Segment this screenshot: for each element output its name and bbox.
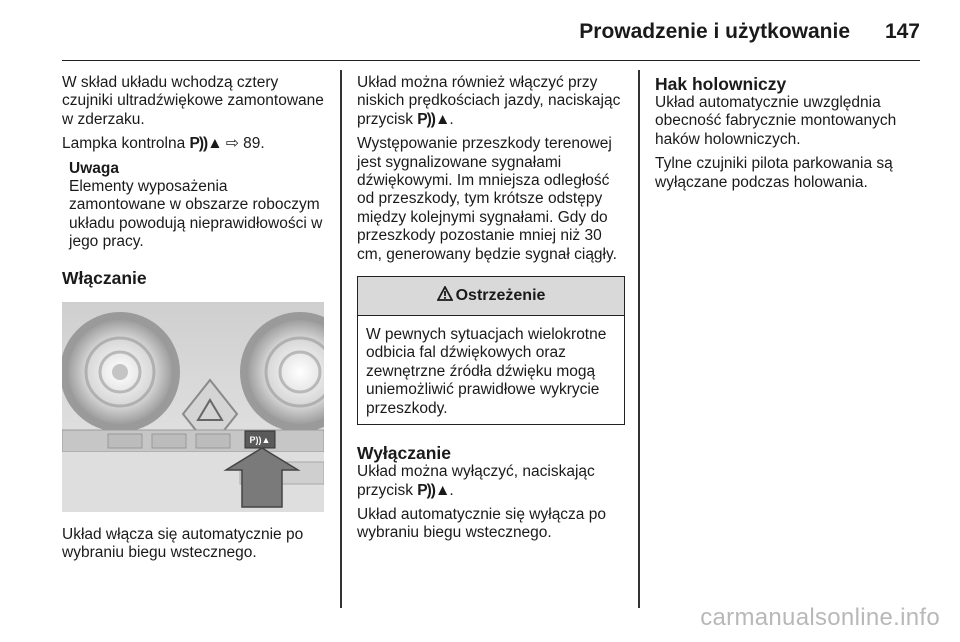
watermark: carmanualsonline.info — [700, 604, 940, 631]
page-reference: 89. — [238, 135, 265, 153]
section-heading-on: Włączanie — [62, 267, 147, 288]
intro-paragraph: W skład układu wchodzą cztery czujniki ultradźwiękowe zamontowane w zderzaku. — [62, 74, 324, 128]
parking-assist-icon: P))▲ — [417, 481, 450, 499]
obstacle-paragraph: Występowanie przeszkody terenowej jest sygnalizowane sygnałami dźwiękowymi. Im mniejsza odległość od przeszkody, tym krótsze odstępy między kolejnymi sygnałami. Gdy do przeszkody pozostanie mniej niż 30 cm, generowany będzie sygnał ciągły. — [357, 135, 617, 263]
button-strip — [62, 430, 324, 452]
column-right — [655, 74, 925, 198]
control-lamp-paragraph — [62, 135, 324, 153]
page-title: Prowadzenie i użytkowanie — [579, 20, 850, 43]
note-title: Uwaga — [69, 159, 119, 177]
warning-header — [358, 277, 624, 316]
column-divider — [340, 70, 342, 608]
page-header — [62, 14, 920, 61]
note-block — [69, 160, 324, 252]
note-text: Elementy wyposażenia zamontowane w obszarze roboczym układu powodują nieprawidłowości w jego pracy. — [69, 178, 323, 251]
warning-title: Ostrzeżenie — [455, 286, 546, 304]
column-divider — [638, 70, 640, 608]
parking-assist-icon: P))▲ — [417, 110, 450, 128]
parking-assist-icon: P))▲ — [189, 135, 222, 153]
towbar-paragraph: Układ automatycznie uwzględnia obecność fabrycznie montowanych haków holowniczych. — [655, 94, 897, 148]
warning-triangle-icon — [437, 286, 453, 306]
switch-off-text: Układ można wyłączyć, naciskając przycisk — [357, 463, 595, 499]
control-lamp-label: Lampka kontrolna — [62, 135, 190, 153]
warning-text: W pewnych sytuacjach wielokrotne odbicia fal dźwiękowych oraz zewnętrzne źródła dźwięku mogą uniemożliwić prawidłowe wykrycie przeszkody. — [366, 326, 607, 417]
low-speed-suffix: . — [449, 110, 454, 128]
reference-arrow-icon: ⇨ — [225, 135, 239, 153]
dashboard-figure — [62, 302, 324, 512]
auto-on-paragraph: Układ włącza się automatycznie po wybraniu biegu wstecznego. — [62, 525, 304, 562]
section-heading-towbar: Hak holowniczy — [655, 74, 787, 94]
section-heading-off: Wyłączanie — [357, 443, 452, 464]
low-speed-text: Układ można również włączyć przy niskich prędkościach jazdy, naciskając przycisk — [357, 74, 621, 128]
air-vent-left — [62, 312, 180, 432]
column-left — [62, 74, 324, 568]
switch-off-suffix: . — [449, 481, 454, 499]
switch-off-paragraph — [357, 463, 625, 500]
towing-paragraph: Tylne czujniki pilota parkowania są wyłączane podczas holowania. — [655, 155, 893, 191]
auto-off-paragraph: Układ automatycznie się wyłącza po wybraniu biegu wstecznego. — [357, 505, 606, 542]
warning-box — [357, 276, 625, 425]
low-speed-paragraph — [357, 74, 625, 129]
page-number: 147 — [884, 20, 920, 43]
dashboard-illustration — [62, 302, 324, 512]
parking-assist-button-label: P))▲ — [249, 434, 271, 445]
column-middle — [357, 74, 625, 549]
